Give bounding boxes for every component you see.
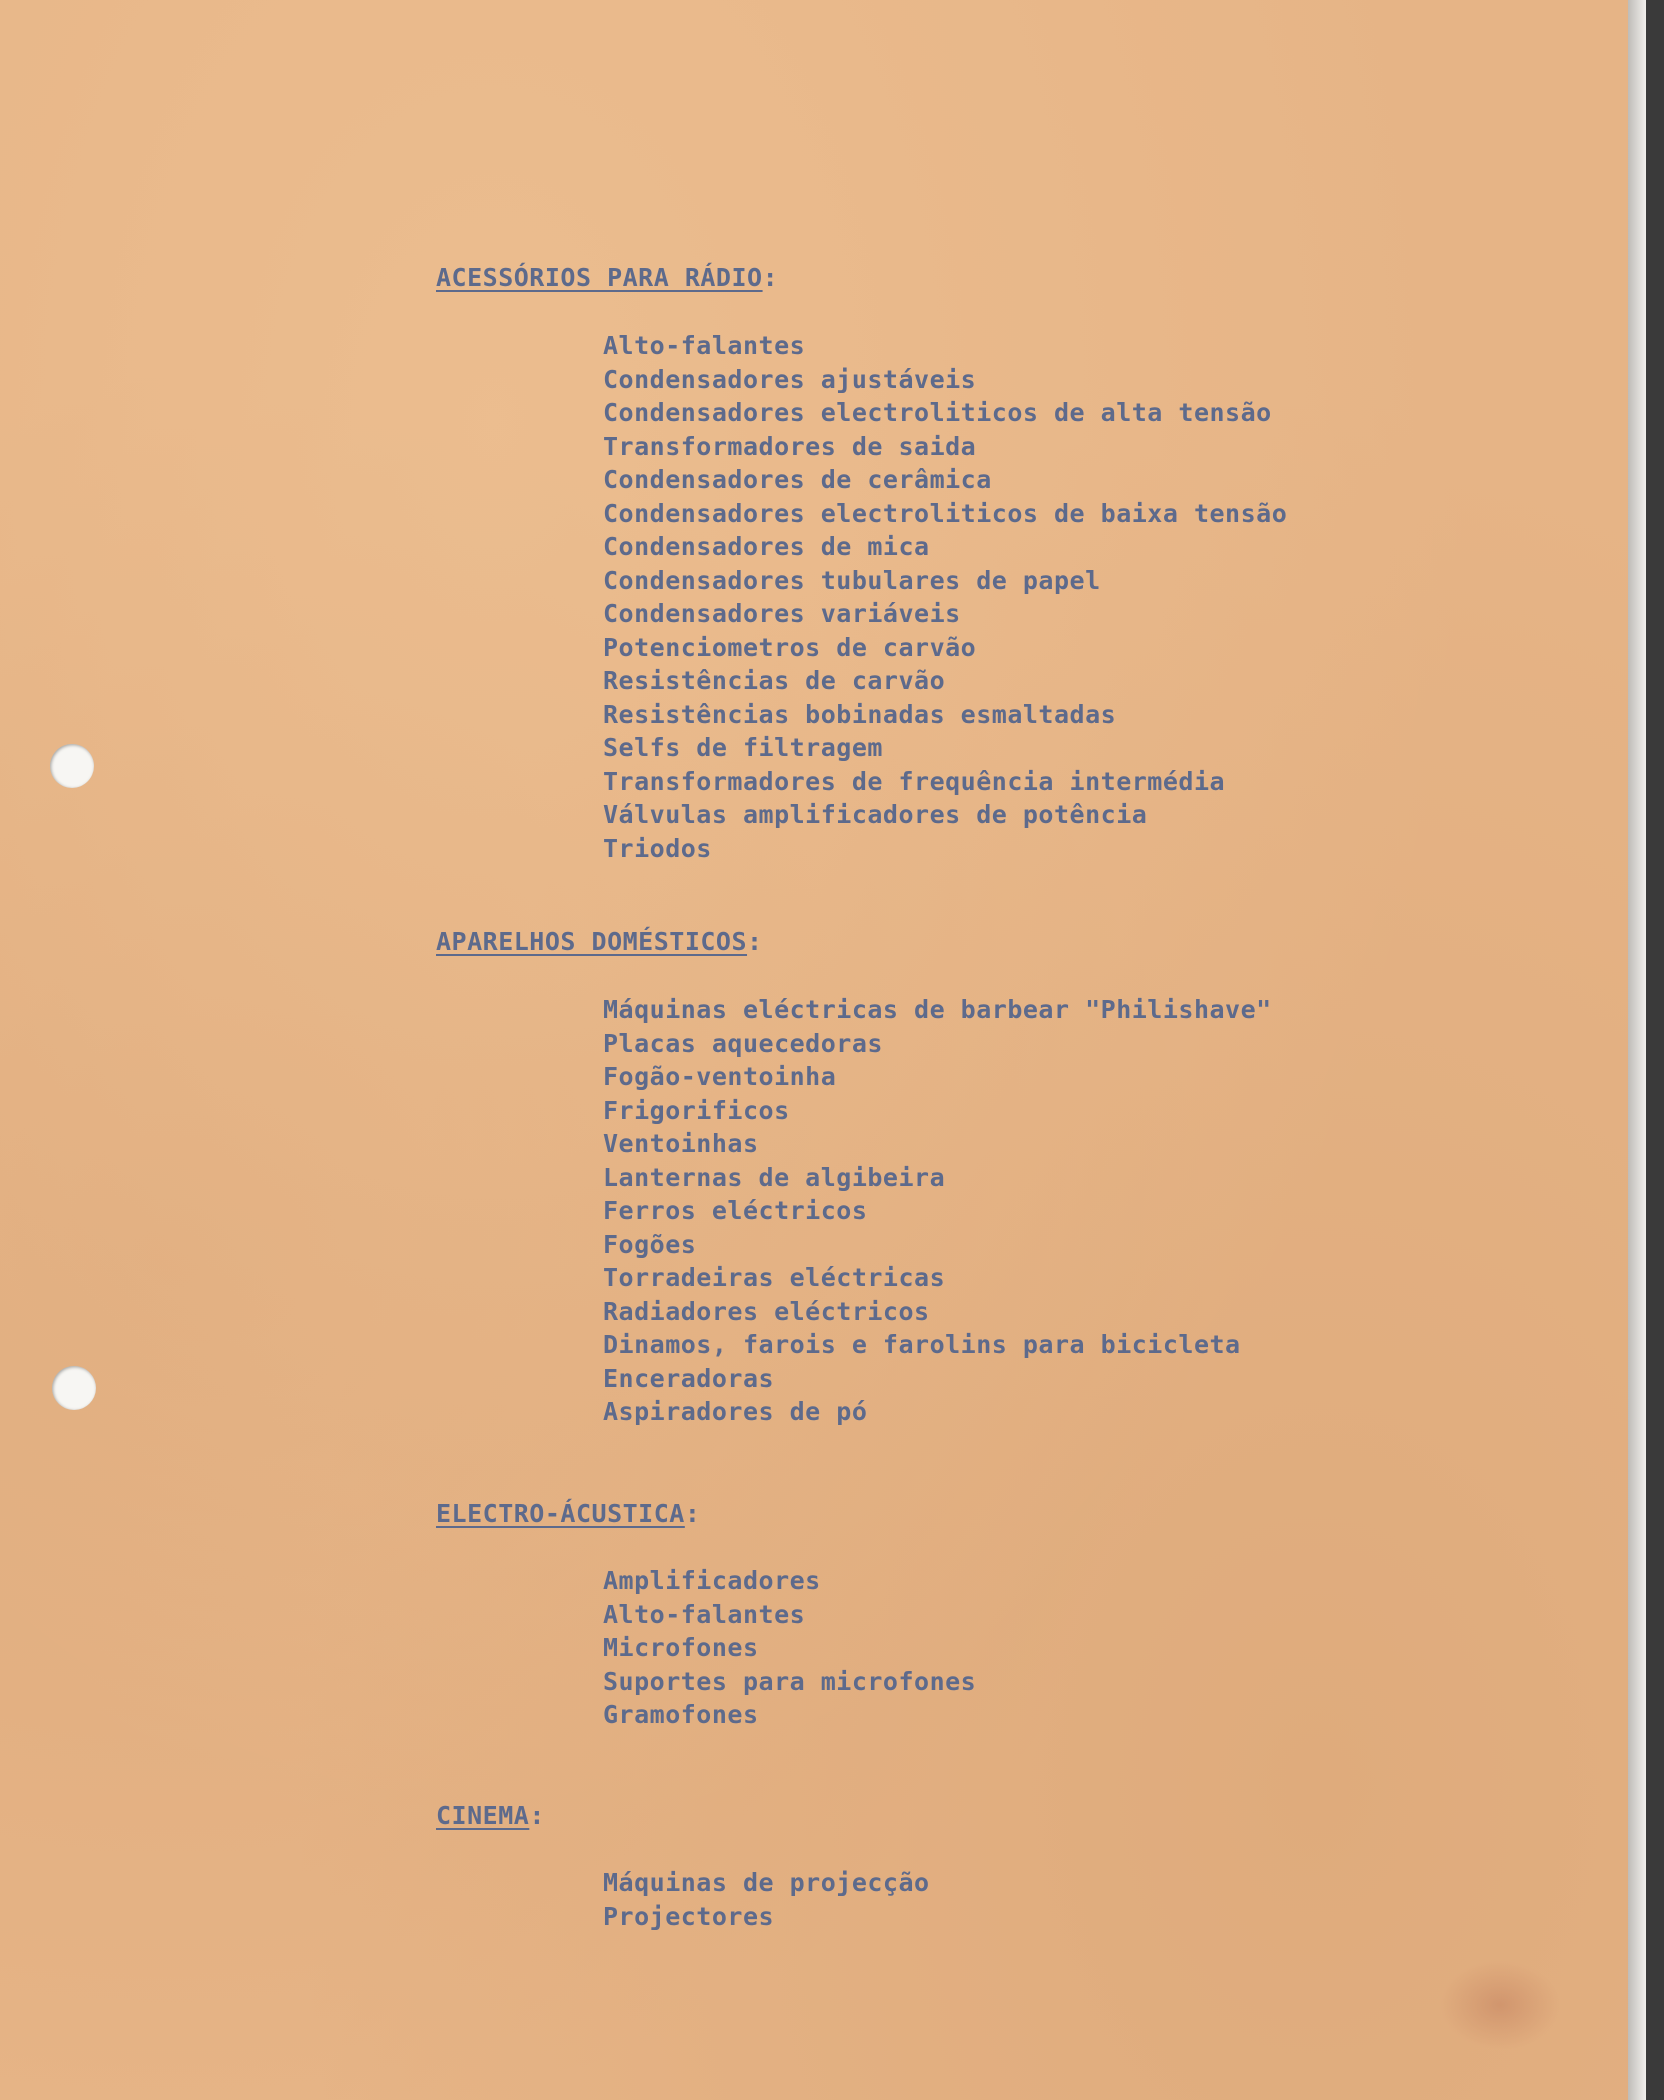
list-cinema [603,1866,930,1933]
list-item: Resistências bobinadas esmaltadas [603,699,1117,729]
list-item: Transformadores de saida [603,431,977,461]
list-item: Alto-falantes [603,1599,806,1629]
list-item: Enceradoras [603,1363,775,1393]
list-item: Microfones [603,1633,759,1662]
list-item: Fogão-ventoinha [603,1062,837,1091]
section-heading-cinema: CINEMA: [436,1801,545,1830]
section-heading-domestic-appliances: APARELHOS DOMÉSTICOS: [436,927,763,956]
list-radio-accessories [603,329,1287,865]
list-item: Máquinas eléctricas de barbear "Philishave" [603,995,1272,1024]
section-heading-radio-accessories: ACESSÓRIOS PARA RÁDIO: [436,263,779,292]
list-item: Transformadores de frequência intermédia [603,766,1226,796]
punch-hole-top [50,744,94,788]
list-item: Condensadores electroliticos de alta tensão [603,398,1272,427]
list-item: Fogões [603,1229,697,1259]
list-item: Condensadores de mica [603,532,930,561]
list-item: Máquinas de projecção [603,1868,930,1897]
list-item: Aspiradores de pó [603,1397,868,1426]
list-item: Válvulas amplificadores de potência [603,800,1148,829]
list-item: Gramofones [603,1700,759,1729]
paper-stain [1440,1960,1560,2050]
list-item: Torradeiras eléctricas [603,1263,946,1292]
list-item: Amplificadores [603,1566,821,1595]
list-item: Resistências de carvão [603,666,946,695]
list-item: Condensadores electroliticos de baixa tensão [603,498,1288,528]
list-item: Projectores [603,1901,775,1931]
punch-hole-bottom [52,1366,96,1410]
list-item: Potenciometros de carvão [603,632,977,662]
list-item: Condensadores variáveis [603,599,961,628]
list-item: Condensadores ajustáveis [603,364,977,394]
list-electro-acoustics [603,1564,976,1732]
list-item: Ventoinhas [603,1129,759,1158]
list-item: Selfs de filtragem [603,733,883,762]
list-item: Alto-falantes [603,331,806,360]
list-item: Condensadores de cerâmica [603,465,992,494]
list-item: Ferros eléctricos [603,1196,868,1225]
list-item: Condensadores tubulares de papel [603,565,1101,595]
page-edge [1628,0,1646,2100]
list-item: Triodos [603,833,712,863]
list-item: Suportes para microfones [603,1666,977,1696]
list-domestic-appliances [603,993,1272,1429]
list-item: Frigorificos [603,1095,790,1125]
list-item: Lanternas de algibeira [603,1162,946,1192]
list-item: Radiadores eléctricos [603,1296,930,1326]
section-heading-electro-acoustics: ELECTRO-ÁCUSTICA: [436,1499,701,1528]
list-item: Placas aquecedoras [603,1028,883,1058]
list-item: Dinamos, farois e farolins para bicicleta [603,1330,1241,1359]
